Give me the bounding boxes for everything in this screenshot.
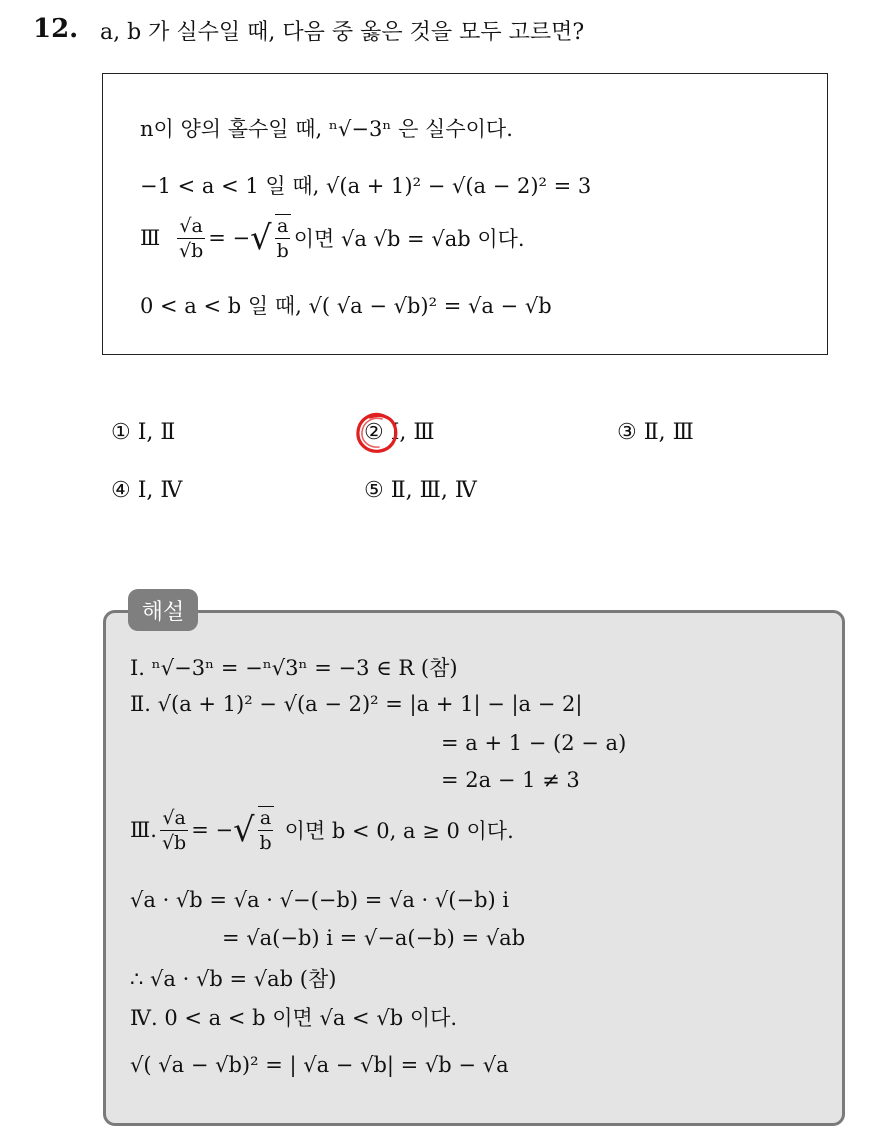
statement-3-radical: √ — [250, 217, 272, 257]
choice-4[interactable]: ④ Ⅰ, Ⅳ — [111, 478, 183, 503]
solution-tab: 해설 — [128, 589, 198, 631]
statement-1-text: n이 양의 홀수일 때, ⁿ√−3ⁿ 은 실수이다. — [140, 117, 513, 141]
choice-1[interactable]: ① Ⅰ, Ⅱ — [111, 420, 176, 445]
question-number: 12. — [33, 14, 79, 44]
statement-3-rfrac-num: a — [276, 215, 289, 237]
statement-4 — [140, 290, 552, 320]
choice-5[interactable]: ⑤ Ⅱ, Ⅲ, Ⅳ — [364, 478, 477, 503]
choice-2[interactable]: ② Ⅰ, Ⅲ — [364, 420, 435, 445]
statement-3-tail: 이면 √a √b = √ab 이다. — [293, 227, 525, 251]
solution-line-5-frac-den: √b — [161, 831, 187, 854]
statement-3-rfrac-den: b — [276, 240, 289, 262]
question-text: a, b 가 실수일 때, 다음 중 옳은 것을 모두 고르면? — [100, 20, 585, 45]
statement-3-frac-num: √a — [179, 214, 203, 237]
solution-line-5-radical: √ — [233, 809, 255, 849]
solution-line-7: = √a(−b) i = √−a(−b) = √ab — [222, 926, 526, 950]
solution-line-5-rfraction — [258, 806, 274, 854]
solution-line-10: √( √a − √b)² = | √a − √b| = √b − √a — [130, 1053, 509, 1077]
choice-3[interactable]: ③ Ⅱ, Ⅲ — [617, 420, 694, 445]
solution-line-9: Ⅳ. 0 < a < b 이면 √a < √b 이다. — [130, 1006, 458, 1030]
statement-3-frac-den: √b — [179, 239, 204, 262]
statement-1 — [140, 113, 513, 143]
solution-line-3: = a + 1 − (2 − a) — [441, 731, 627, 755]
solution-line-2: Ⅱ. √(a + 1)² − √(a − 2)² = |a + 1| − |a − 2| — [130, 692, 583, 716]
solution-line-8: ∴ √a · √b = √ab (참) — [130, 967, 337, 991]
solution-line-5-rfrac-den: b — [259, 832, 272, 854]
solution-line-1: Ⅰ. ⁿ√−3ⁿ = −ⁿ√3ⁿ = −3 ∈ R (참) — [130, 656, 458, 680]
statement-3-rfraction — [275, 214, 291, 262]
solution-line-5-tail: 이면 b < 0, a ≥ 0 이다. — [284, 819, 514, 843]
solution-line-5-fraction — [160, 807, 188, 854]
solution-line-4: = 2a − 1 ≠ 3 — [441, 768, 580, 792]
solution-line-5-frac-num: √a — [162, 806, 186, 829]
solution-panel — [103, 610, 845, 1126]
statement-4-text: 0 < a < b 일 때, √( √a − √b)² = √a − √b — [140, 294, 552, 318]
statement-3-mid: = − — [208, 226, 251, 250]
statement-3-fraction — [177, 215, 205, 262]
solution-line-6: √a · √b = √a · √−(−b) = √a · √(−b) i — [130, 888, 510, 912]
statement-2 — [140, 170, 591, 200]
solution-line-5 — [130, 806, 514, 854]
answer-circle-mark — [354, 410, 400, 456]
solution-line-5-mid: = − — [191, 818, 234, 842]
statement-3-roman: Ⅲ — [140, 226, 161, 250]
statement-2-text: −1 < a < 1 일 때, √(a + 1)² − √(a − 2)² = 3 — [140, 174, 592, 198]
solution-line-5-head: Ⅲ. — [130, 818, 157, 842]
statement-3 — [140, 214, 525, 262]
solution-line-5-rfrac-num: a — [259, 807, 272, 829]
